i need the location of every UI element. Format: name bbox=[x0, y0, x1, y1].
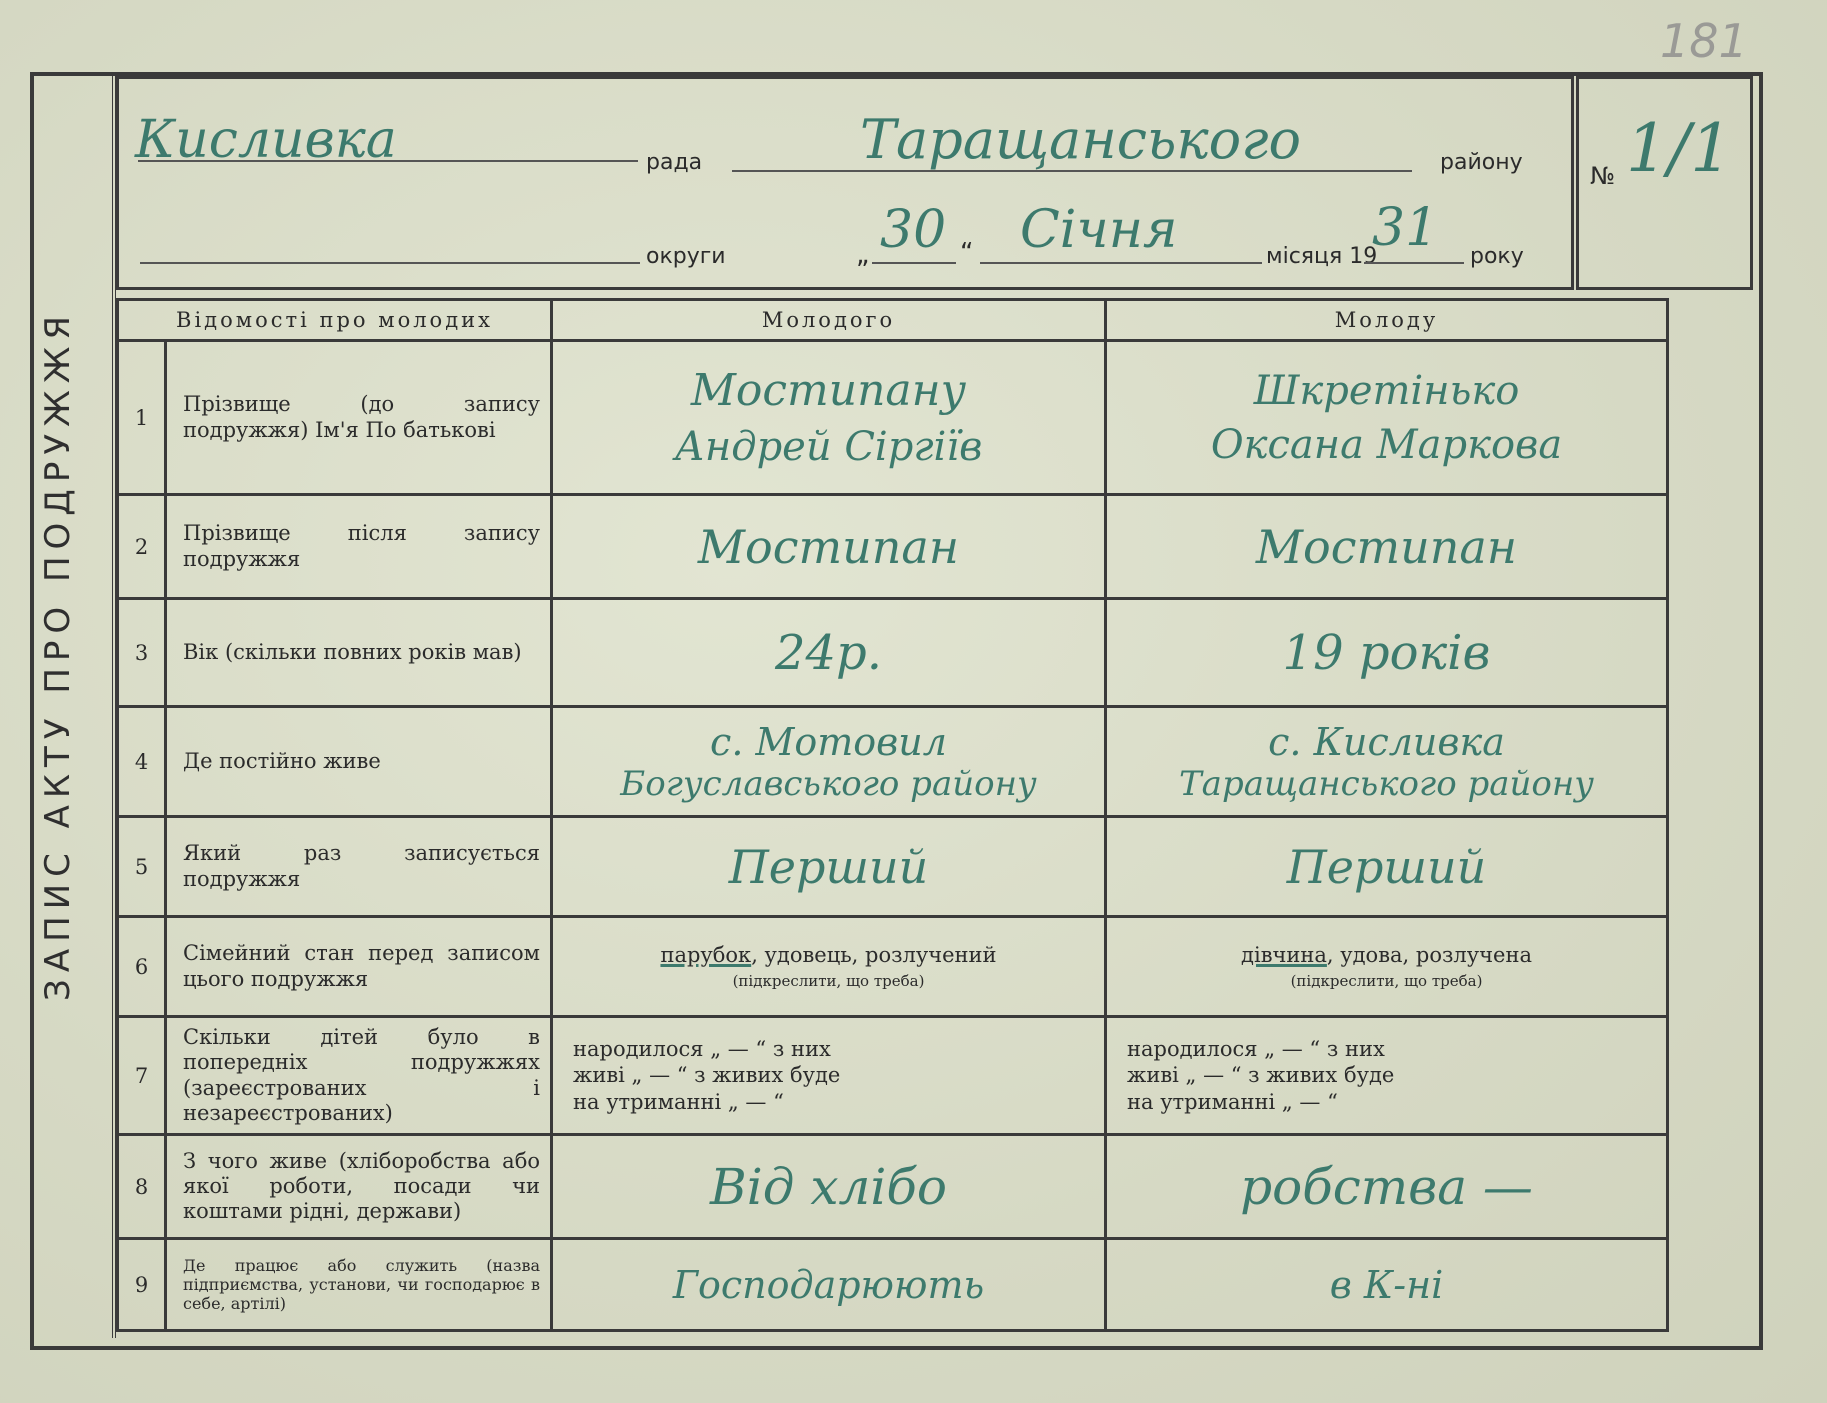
row-label: Де постійно живе bbox=[166, 707, 552, 817]
bride-workplace: в К-ні bbox=[1329, 1262, 1444, 1307]
groom-cell bbox=[552, 1135, 1106, 1239]
number-label: № bbox=[1590, 162, 1615, 190]
table-row bbox=[118, 1239, 1668, 1331]
bride-district: Таращанського району bbox=[1179, 763, 1594, 804]
groom-children-alive: живі „ — “ з живих буде bbox=[573, 1063, 841, 1088]
row-number: 3 bbox=[118, 599, 166, 707]
table-row bbox=[118, 341, 1668, 495]
row-number: 7 bbox=[118, 1017, 166, 1135]
groom-status-other: , удовець, розлучений bbox=[751, 943, 997, 968]
groom-cell bbox=[552, 1239, 1106, 1331]
groom-occupation: Від хлібо bbox=[710, 1157, 947, 1216]
groom-surname: Мостипану bbox=[690, 364, 967, 416]
bride-cell bbox=[1106, 495, 1668, 599]
row-label: Скільки дітей було в попередніх подружжях (зареєстрованих і незареєстрованих) bbox=[166, 1017, 552, 1135]
okrug-label: округи bbox=[646, 244, 726, 269]
groom-marriage-count: Перший bbox=[728, 839, 929, 894]
marriage-table bbox=[116, 298, 1669, 1332]
day-quote-close: “ bbox=[960, 238, 974, 268]
groom-workplace: Господарюють bbox=[672, 1262, 985, 1307]
rada-label: рада bbox=[646, 150, 703, 175]
groom-status-hint: (підкреслити, що треба) bbox=[732, 971, 925, 990]
okrug-line bbox=[140, 262, 640, 264]
year-label: року bbox=[1470, 244, 1524, 269]
row-label: Прізвище після запису подружжя bbox=[166, 495, 552, 599]
bride-name: Оксана Маркова bbox=[1210, 421, 1563, 468]
rayon-line bbox=[732, 170, 1412, 172]
groom-village: с. Мотовил bbox=[710, 719, 947, 764]
bride-occupation: робства — bbox=[1240, 1157, 1533, 1216]
header-groom: Молодого bbox=[552, 300, 1106, 341]
day-value: 30 bbox=[880, 200, 947, 260]
bride-status-selected: дівчина bbox=[1241, 943, 1327, 968]
header-info: Відомості про молодих bbox=[118, 300, 552, 341]
groom-name: Андрей Сіргіїв bbox=[674, 423, 983, 470]
rayon-value: Таращанського bbox=[860, 108, 1301, 171]
groom-cell bbox=[552, 817, 1106, 917]
table-row bbox=[118, 817, 1668, 917]
header-bride: Молоду bbox=[1106, 300, 1668, 341]
groom-age: 24р. bbox=[774, 624, 883, 681]
row-label: З чого живе (хліборобства або якої роботи, посади чи коштами рідні, держави) bbox=[166, 1135, 552, 1239]
bride-age: 19 років bbox=[1282, 624, 1491, 681]
side-title: ЗАПИС АКТУ ПРО ПОДРУЖЖЯ bbox=[38, 309, 78, 1001]
table-header-row bbox=[118, 300, 1668, 341]
row-label: Прізвище (до запису подружжя) Ім'я По батькові bbox=[166, 341, 552, 495]
table-row bbox=[118, 495, 1668, 599]
month-value: Січня bbox=[1020, 200, 1178, 260]
table-row bbox=[118, 917, 1668, 1017]
groom-cell bbox=[552, 707, 1106, 817]
bride-status-hint: (підкреслити, що треба) bbox=[1290, 971, 1483, 990]
number-value: 1/1 bbox=[1626, 110, 1733, 187]
archive-page-number: 181 bbox=[1660, 14, 1748, 68]
bride-cell bbox=[1106, 1239, 1668, 1331]
groom-cell bbox=[552, 341, 1106, 495]
bride-village: с. Кисливка bbox=[1268, 719, 1505, 764]
row-number: 6 bbox=[118, 917, 166, 1017]
rayon-label: району bbox=[1440, 150, 1523, 175]
row-number: 1 bbox=[118, 341, 166, 495]
row-label: Сімейний стан перед записом цього подружжя bbox=[166, 917, 552, 1017]
groom-children-cell bbox=[552, 1017, 1106, 1135]
bride-children-born: народилося „ — “ з них bbox=[1127, 1037, 1385, 1062]
year-line bbox=[1364, 262, 1464, 264]
row-number: 4 bbox=[118, 707, 166, 817]
groom-cell bbox=[552, 495, 1106, 599]
row-label: Де працює або служить (назва підприємства, установи, чи господарює в себе, артілі) bbox=[166, 1239, 552, 1331]
row-label: Який раз записується подружжя bbox=[166, 817, 552, 917]
table-row bbox=[118, 1135, 1668, 1239]
day-line bbox=[872, 262, 956, 264]
groom-cell bbox=[552, 599, 1106, 707]
bride-cell bbox=[1106, 817, 1668, 917]
bride-cell bbox=[1106, 1135, 1668, 1239]
groom-children-supported: на утриманні „ — “ bbox=[573, 1089, 784, 1114]
groom-status-selected: парубок bbox=[660, 943, 752, 968]
bride-status-other: , удова, розлучена bbox=[1326, 943, 1532, 968]
row-number: 8 bbox=[118, 1135, 166, 1239]
bride-surname: Шкретінько bbox=[1253, 367, 1520, 414]
row-label: Вік (скільки повних років мав) bbox=[166, 599, 552, 707]
groom-new-surname: Мостипан bbox=[697, 519, 960, 574]
bride-cell bbox=[1106, 707, 1668, 817]
groom-status-cell bbox=[552, 917, 1106, 1017]
row-number: 9 bbox=[118, 1239, 166, 1331]
bride-children-supported: на утриманні „ — “ bbox=[1127, 1089, 1338, 1114]
table-row bbox=[118, 599, 1668, 707]
rada-line bbox=[138, 160, 638, 162]
rada-value: Кисливка bbox=[135, 110, 397, 170]
month-label: місяця 19 bbox=[1266, 244, 1378, 269]
table-row bbox=[118, 1017, 1668, 1135]
bride-marriage-count: Перший bbox=[1286, 839, 1487, 894]
row-number: 5 bbox=[118, 817, 166, 917]
bride-children-cell bbox=[1106, 1017, 1668, 1135]
groom-children-born: народилося „ — “ з них bbox=[573, 1037, 831, 1062]
day-quote-open: „ bbox=[856, 240, 870, 270]
bride-new-surname: Мостипан bbox=[1255, 519, 1518, 574]
bride-status-cell bbox=[1106, 917, 1668, 1017]
bride-children-alive: живі „ — “ з живих буде bbox=[1127, 1063, 1395, 1088]
groom-district: Богуславського району bbox=[620, 763, 1037, 804]
row-number: 2 bbox=[118, 495, 166, 599]
bride-cell bbox=[1106, 341, 1668, 495]
month-line bbox=[980, 262, 1262, 264]
bride-cell bbox=[1106, 599, 1668, 707]
year-value: 31 bbox=[1372, 198, 1439, 258]
table-row bbox=[118, 707, 1668, 817]
